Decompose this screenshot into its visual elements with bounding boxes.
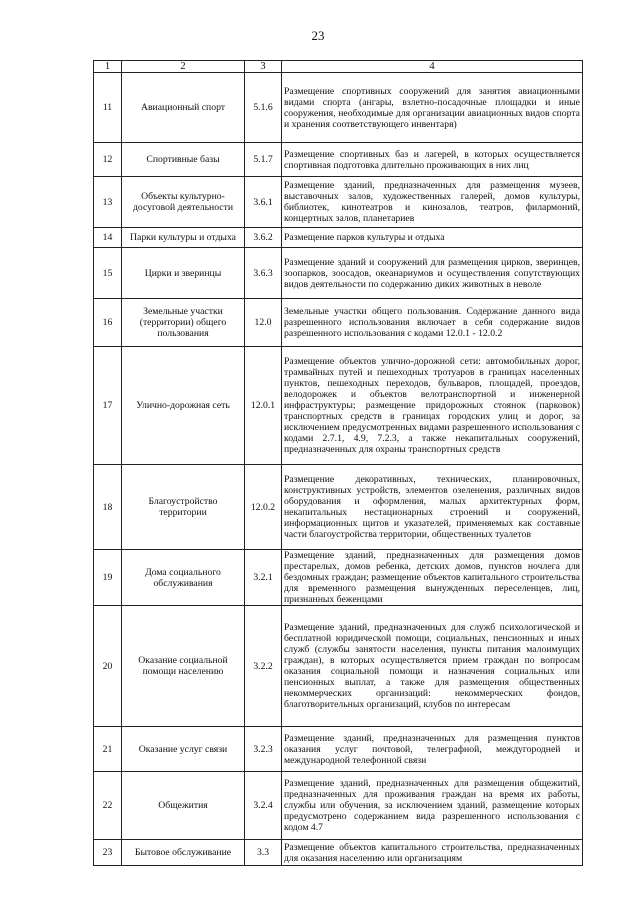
land-use-code: 5.1.6 (245, 73, 282, 143)
table-row (94, 840, 583, 866)
land-use-description: Земельные участки общего пользования. Содержание данного вида разрешенного использования включает в себя содержание видов разрешенного использования с кодами 12.0.1 - 12.0.2 (282, 299, 583, 347)
land-use-code: 3.2.3 (245, 727, 282, 772)
table-row (94, 248, 583, 299)
table-row (94, 606, 583, 727)
header-cell: 3 (245, 61, 282, 73)
land-use-description: Размещение зданий, предназначенных для размещения общежитий, предназначенных для проживания граждан на время их работы, службы или обучения, за исключением зданий, размещение которых предусмотрено содержанием вида разрешенного использования с кодом 4.7 (282, 772, 583, 840)
row-number: 23 (94, 840, 122, 866)
land-use-code: 12.0.2 (245, 465, 282, 550)
land-use-description: Размещение зданий, предназначенных для размещения домов престарелых, домов ребенка, детских домов, пунктов ночлега для бездомных граждан; размещение объектов капитального строительства для временного размещения вынужденных переселенцев, лиц, признанных беженцами (282, 550, 583, 606)
land-use-code: 3.6.2 (245, 228, 282, 248)
header-cell: 1 (94, 61, 122, 73)
row-number: 15 (94, 248, 122, 299)
table-row (94, 143, 583, 177)
table-row (94, 772, 583, 840)
land-use-description: Размещение зданий, предназначенных для размещения пунктов оказания услуг почтовой, телеграфной, междугородней и международной телефонной связи (282, 727, 583, 772)
row-number: 20 (94, 606, 122, 727)
table-row (94, 727, 583, 772)
land-use-name: Оказание социальной помощи населению (122, 606, 245, 727)
land-use-name: Объекты культурно-досуговой деятельности (122, 177, 245, 228)
land-use-code: 5.1.7 (245, 143, 282, 177)
row-number: 12 (94, 143, 122, 177)
land-use-code: 12.0.1 (245, 347, 282, 465)
row-number: 22 (94, 772, 122, 840)
land-use-name: Спортивные базы (122, 143, 245, 177)
table-row (94, 347, 583, 465)
land-use-name: Дома социального обслуживания (122, 550, 245, 606)
row-number: 21 (94, 727, 122, 772)
land-use-code: 3.2.2 (245, 606, 282, 727)
land-use-description: Размещение зданий, предназначенных для служб психологической и бесплатной юридической помощи, социальных, пенсионных и иных служб (службы занятости населения, пункты питания малоимущих граждан), в которых осуществляется прием граждан по вопросам оказания социальной помощи и назначения социальных или пенсионных выплат, а также для размещения общественных некоммерческих организаций: некоммерческих фондов, благотворительных организаций, клубов по интересам (282, 606, 583, 727)
table-row (94, 177, 583, 228)
table-row (94, 465, 583, 550)
table-header-row (94, 61, 583, 73)
land-use-description: Размещение объектов капитального строительства, предназначенных для оказания населению или организациям (282, 840, 583, 866)
land-use-name: Земельные участки (территории) общего пользования (122, 299, 245, 347)
land-use-code: 3.2.4 (245, 772, 282, 840)
land-use-table (93, 60, 583, 866)
land-use-name: Парки культуры и отдыха (122, 228, 245, 248)
land-use-name: Благоустройство территории (122, 465, 245, 550)
row-number: 16 (94, 299, 122, 347)
row-number: 18 (94, 465, 122, 550)
land-use-code: 3.2.1 (245, 550, 282, 606)
row-number: 11 (94, 73, 122, 143)
header-cell: 4 (282, 61, 583, 73)
table-row (94, 299, 583, 347)
page-number: 23 (311, 28, 325, 43)
land-use-name: Бытовое обслуживание (122, 840, 245, 866)
land-use-name: Авиационный спорт (122, 73, 245, 143)
table-row (94, 550, 583, 606)
land-use-description: Размещение объектов улично-дорожной сети: автомобильных дорог, трамвайных путей и пешеходных тротуаров в границах населенных пунктов, пешеходных переходов, бульваров, площадей, проездов, велодорожек и объектов велотранспортной и инженерной инфраструктуры; размещение придорожных стоянок (парковок) транспортных средств в границах городских улиц и дорог, за исключением предусмотренных видами разрешенного использования с кодами 2.7.1, 4.9, 7.2.3, а также некапитальных сооружений, предназначенных для охраны транспортных средств (282, 347, 583, 465)
land-use-description: Размещение парков культуры и отдыха (282, 228, 583, 248)
land-use-description: Размещение декоративных, технических, планировочных, конструктивных устройств, элементов озеленения, различных видов оборудования и оформления, малых архитектурных форм, некапитальных нестационарных строений и сооружений, информационных щитов и указателей, применяемых как составные части благоустройства территории, общественных туалетов (282, 465, 583, 550)
land-use-description: Размещение зданий, предназначенных для размещения музеев, выставочных залов, художественных галерей, домов культуры, библиотек, кинотеатров и кинозалов, театров, филармоний, концертных залов, планетариев (282, 177, 583, 228)
land-use-code: 3.6.3 (245, 248, 282, 299)
land-use-name: Общежития (122, 772, 245, 840)
row-number: 13 (94, 177, 122, 228)
row-number: 19 (94, 550, 122, 606)
table-row (94, 228, 583, 248)
land-use-code: 3.3 (245, 840, 282, 866)
land-use-name: Цирки и зверинцы (122, 248, 245, 299)
row-number: 17 (94, 347, 122, 465)
land-use-name: Оказание услуг связи (122, 727, 245, 772)
land-use-description: Размещение спортивных баз и лагерей, в которых осуществляется спортивная подготовка длительно проживающих в них лиц (282, 143, 583, 177)
land-use-name: Улично-дорожная сеть (122, 347, 245, 465)
land-use-description: Размещение спортивных сооружений для занятия авиационными видами спорта (ангары, взлетно-посадочные площадки и иные сооружения, необходимые для организации авиационных видов спорта и хранения соответствующего инвентаря) (282, 73, 583, 143)
land-use-code: 3.6.1 (245, 177, 282, 228)
row-number: 14 (94, 228, 122, 248)
land-use-code: 12.0 (245, 299, 282, 347)
table-row (94, 73, 583, 143)
header-cell: 2 (122, 61, 245, 73)
land-use-description: Размещение зданий и сооружений для размещения цирков, зверинцев, зоопарков, зоосадов, океанариумов и осуществления сопутствующих видов деятельности по содержанию диких животных в неволе (282, 248, 583, 299)
